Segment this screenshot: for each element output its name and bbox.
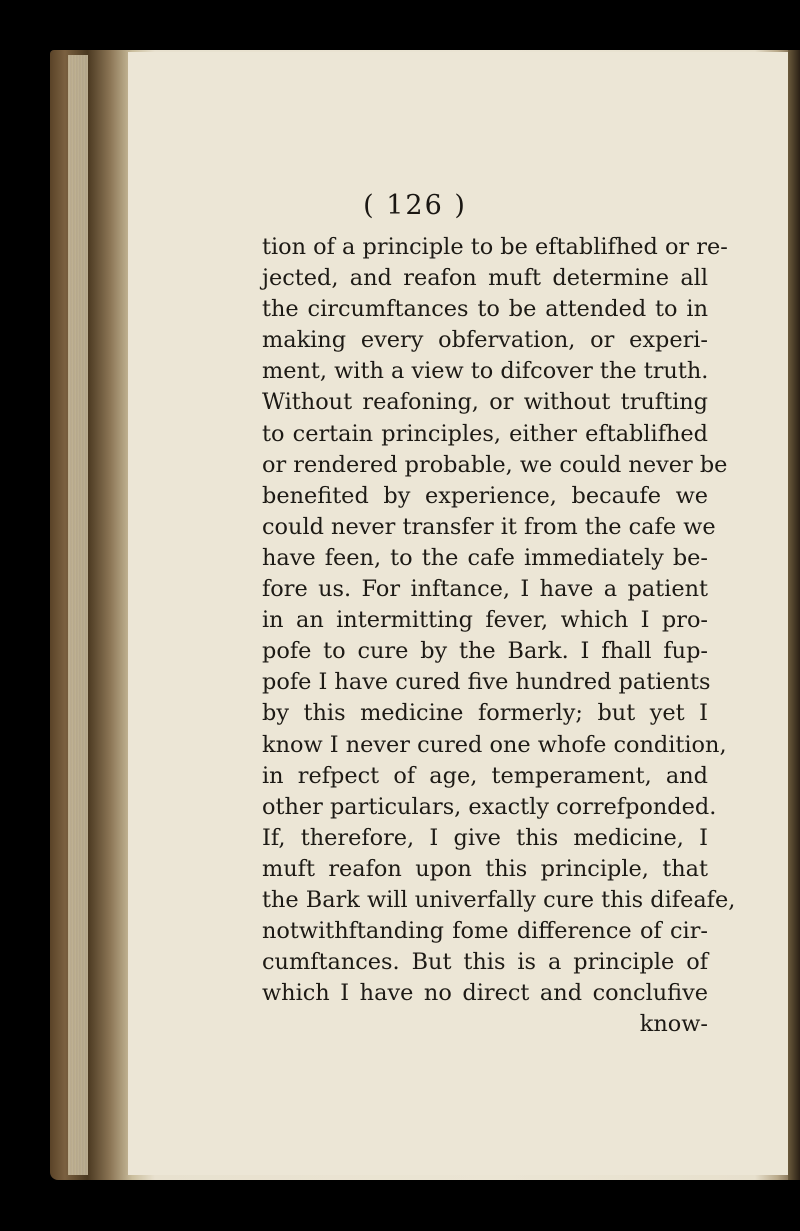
text-line: notwithftanding fome difference of cir- xyxy=(262,918,708,945)
text-line: which I have no direct and conclufive xyxy=(262,980,708,1007)
text-line: to certain principles, either eftablifhed xyxy=(262,420,708,447)
text-line: pofe to cure by the Bark. I fhall fup- xyxy=(262,638,708,665)
text-line: jected, and reafon muft determine all xyxy=(262,265,708,292)
page-number: ( 126 ) xyxy=(363,190,467,221)
text-line: have feen, to the cafe immediately be- xyxy=(262,544,708,571)
text-line: making every obfervation, or experi- xyxy=(262,327,708,354)
text-line: know I never cured one whofe condition, xyxy=(262,731,727,758)
text-line: muft reafon upon this principle, that xyxy=(262,855,708,882)
text-line: Without reafoning, or without trufting xyxy=(262,389,708,416)
text-line: could never transfer it from the cafe we xyxy=(262,513,716,540)
text-line: by this medicine formerly; but yet I xyxy=(262,700,708,727)
text-line: other particulars, exactly correfponded. xyxy=(262,793,717,820)
text-line: ment, with a view to difcover the truth. xyxy=(262,358,709,385)
text-line: If, therefore, I give this medicine, I xyxy=(262,824,708,851)
page-gutter-shadow xyxy=(788,50,800,1180)
page-edges xyxy=(68,55,88,1175)
text-line: cumftances. But this is a principle of xyxy=(262,949,708,976)
text-line: in an intermitting fever, which I pro- xyxy=(262,607,708,634)
text-line: the circumftances to be attended to in xyxy=(262,296,708,323)
text-line: the Bark will univerfally cure this difeafe, xyxy=(262,886,736,913)
catchword: know- xyxy=(639,1011,708,1038)
text-line: benefited by experience, becaufe we xyxy=(262,482,708,509)
text-line: tion of a principle to be eftablifhed or re- xyxy=(262,234,728,260)
text-line: fore us. For inftance, I have a patient xyxy=(262,576,708,603)
body-text xyxy=(262,232,736,1040)
text-line: or rendered probable, we could never be xyxy=(262,451,728,478)
text-line: pofe I have cured five hundred patients xyxy=(262,669,711,696)
text-line: in refpect of age, temperament, and xyxy=(262,762,708,789)
